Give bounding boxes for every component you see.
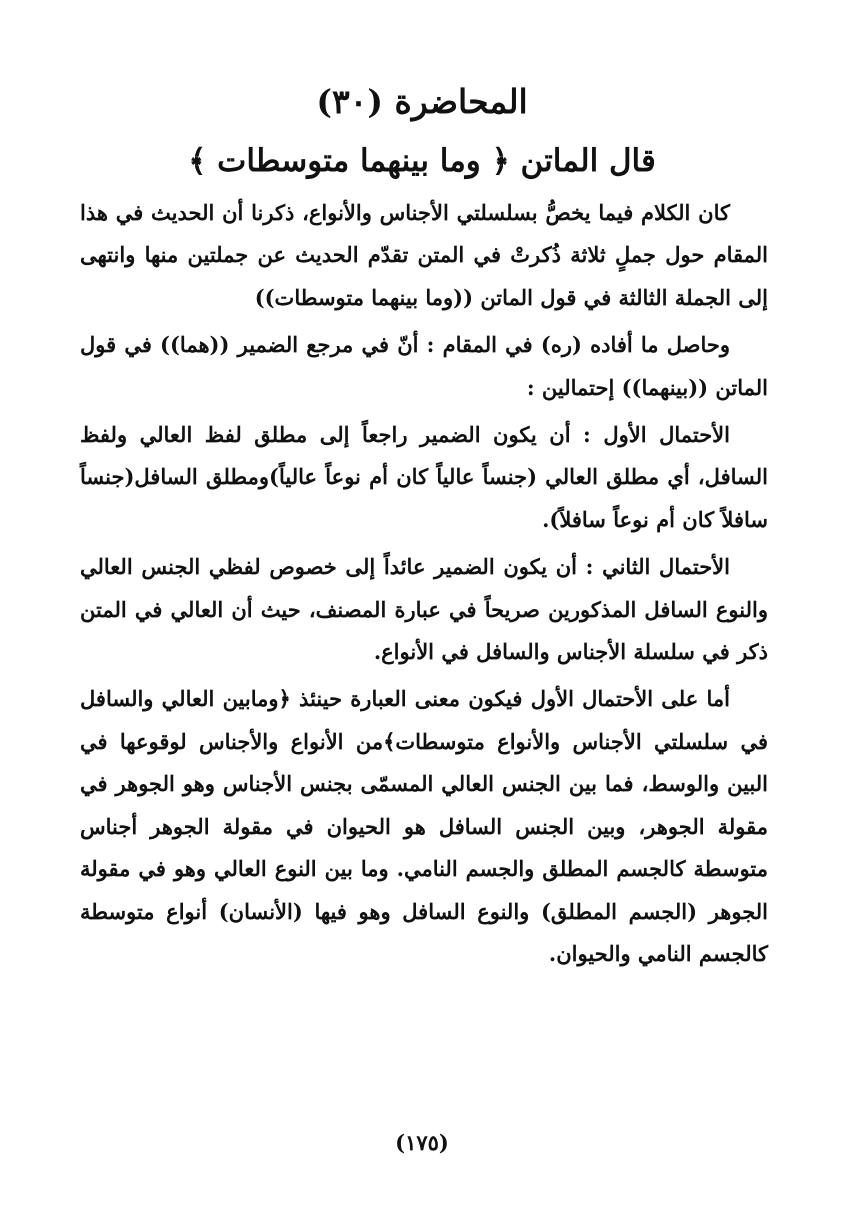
paragraph: أما على الأحتمال الأول فيكون معنى العبارة حينئذ ﴿ومابين العالي والسافل في سلسلتي الأجناس والأنواع متوسطات﴾من الأنواع والأجناس لوقوعها في البين والوسط، فما بين الجنس العالي المسمّى بجنس الأجناس وهو الجوهر في مقولة الجوهر، وبين الجنس السافل هو الحيوان في مقولة الجوهر أجناس متوسطة كالجسم المطلق والجسم النامي. وما بين النوع العالي وهو في مقولة الجوهر (الجسم المطلق) والنوع السافل وهو فيها (الأنسان) أنواع متوسطة كالجسم النامي والحيوان.	[80, 686, 768, 966]
paragraph: الأحتمال الثاني : أن يكون الضمير عائداً إلى خصوص لفظي الجنس العالي والنوع السافل المذكورين صريحاً في عبارة المصنف، حيث أن العالي في المتن ذكر في سلسلة الأجناس والسافل في الأنواع.	[80, 554, 768, 665]
body-text	[80, 192, 768, 980]
page-number: (١٧٥)	[395, 1130, 449, 1155]
lecture-subtitle: قال الماتن ﴿ وما بينهما متوسطات ﴾	[188, 143, 656, 179]
paragraph: كان الكلام فيما يخصُّ بسلسلتي الأجناس والأنواع، ذكرنا أن الحديث في هذا المقام حول جملٍ ثلاثة ذُكرتْ في المتن تقدّم الحديث عن جملتين منها وانتهى إلى الجملة الثالثة في قول الماتن ((وما بينهما متوسطات))	[80, 200, 768, 310]
paragraph: الأحتمال الأول : أن يكون الضمير راجعاً إلى مطلق لفظ العالي ولفظ السافل، أي مطلق العالي (جنساً عالياً كان أم نوعاً عالياً)ومطلق السافل(جنساً سافلاً كان أم نوعاً سافلاً).	[80, 422, 768, 532]
paragraph: وحاصل ما أفاده (ره) في المقام : أنّ في مرجع الضمير ((هما)) في قول الماتن ((بينهما)) إحتمالين :	[80, 332, 768, 400]
lecture-title: المحاضرة (٣٠)	[316, 82, 528, 121]
